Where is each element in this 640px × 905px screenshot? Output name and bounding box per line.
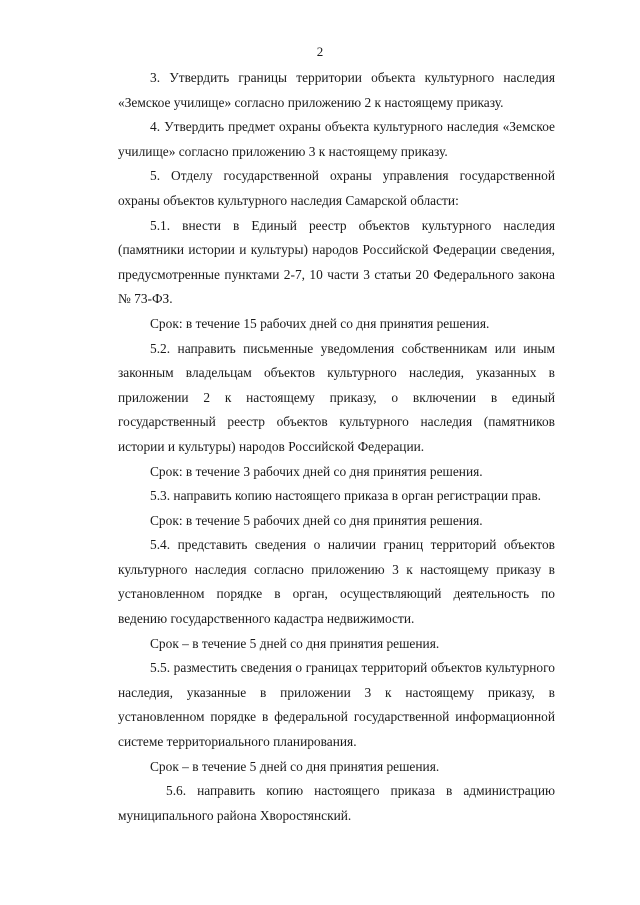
deadline-5-1: Срок: в течение 15 рабочих дней со дня принятия решения. bbox=[150, 315, 490, 331]
paragraph-item-5-1: 5.1. внести в Единый реестр объектов культурного наследия (памятники истории и культуры) народов Российской Федерации сведения, предусмотренные пунктами 2-7, 10 части 3 статьи 20 Федерального закона № 73-ФЗ. bbox=[118, 217, 555, 307]
page-number: 2 bbox=[316, 44, 324, 59]
deadline-5-4: Срок – в течение 5 дней со дня принятия решения. bbox=[150, 635, 440, 651]
paragraph-item-5-3: 5.3. направить копию настоящего приказа в орган регистрации прав. bbox=[150, 488, 542, 504]
deadline-5-2: Срок: в течение 3 рабочих дней со дня принятия решения. bbox=[150, 463, 483, 479]
paragraph-item-4: 4. Утвердить предмет охраны объекта культурного наследия «Земское училище» согласно приложению 3 к настоящему приказу. bbox=[118, 119, 555, 159]
paragraph-item-3: 3. Утвердить границы территории объекта культурного наследия «Земское училище» согласно приложению 2 к настоящему приказу. bbox=[118, 70, 555, 110]
deadline-5-3: Срок: в течение 5 рабочих дней со дня принятия решения. bbox=[150, 512, 483, 528]
paragraph-item-5: 5. Отделу государственной охраны управления государственной охраны объектов культурного наследия Самарской области: bbox=[118, 168, 555, 208]
document-body bbox=[118, 66, 555, 828]
paragraph-item-5-5: 5.5. разместить сведения о границах территорий объектов культурного наследия, указанные в приложении 3 к настоящему приказу, в установленном порядке в федеральной государственной информационной системе территориального планирования. bbox=[118, 660, 555, 750]
paragraph-item-5-2: 5.2. направить письменные уведомления собственникам или иным законным владельцам объектов культурного наследия, указанных в приложении 2 к настоящему приказу, о включении в единый государственный реестр объектов культурного наследия (памятников истории и культуры) народов Российской Федерации. bbox=[118, 340, 555, 454]
deadline-5-5: Срок – в течение 5 дней со дня принятия решения. bbox=[150, 758, 440, 774]
paragraph-item-5-4: 5.4. представить сведения о наличии границ территорий объектов культурного наследия согласно приложению 3 к настоящему приказу в установленном порядке в орган, осуществляющий деятельность по ведению государственного кадастра недвижимости. bbox=[118, 537, 555, 627]
paragraph-item-5-6: 5.6. направить копию настоящего приказа в администрацию муниципального района Хворостянский. bbox=[118, 783, 555, 823]
